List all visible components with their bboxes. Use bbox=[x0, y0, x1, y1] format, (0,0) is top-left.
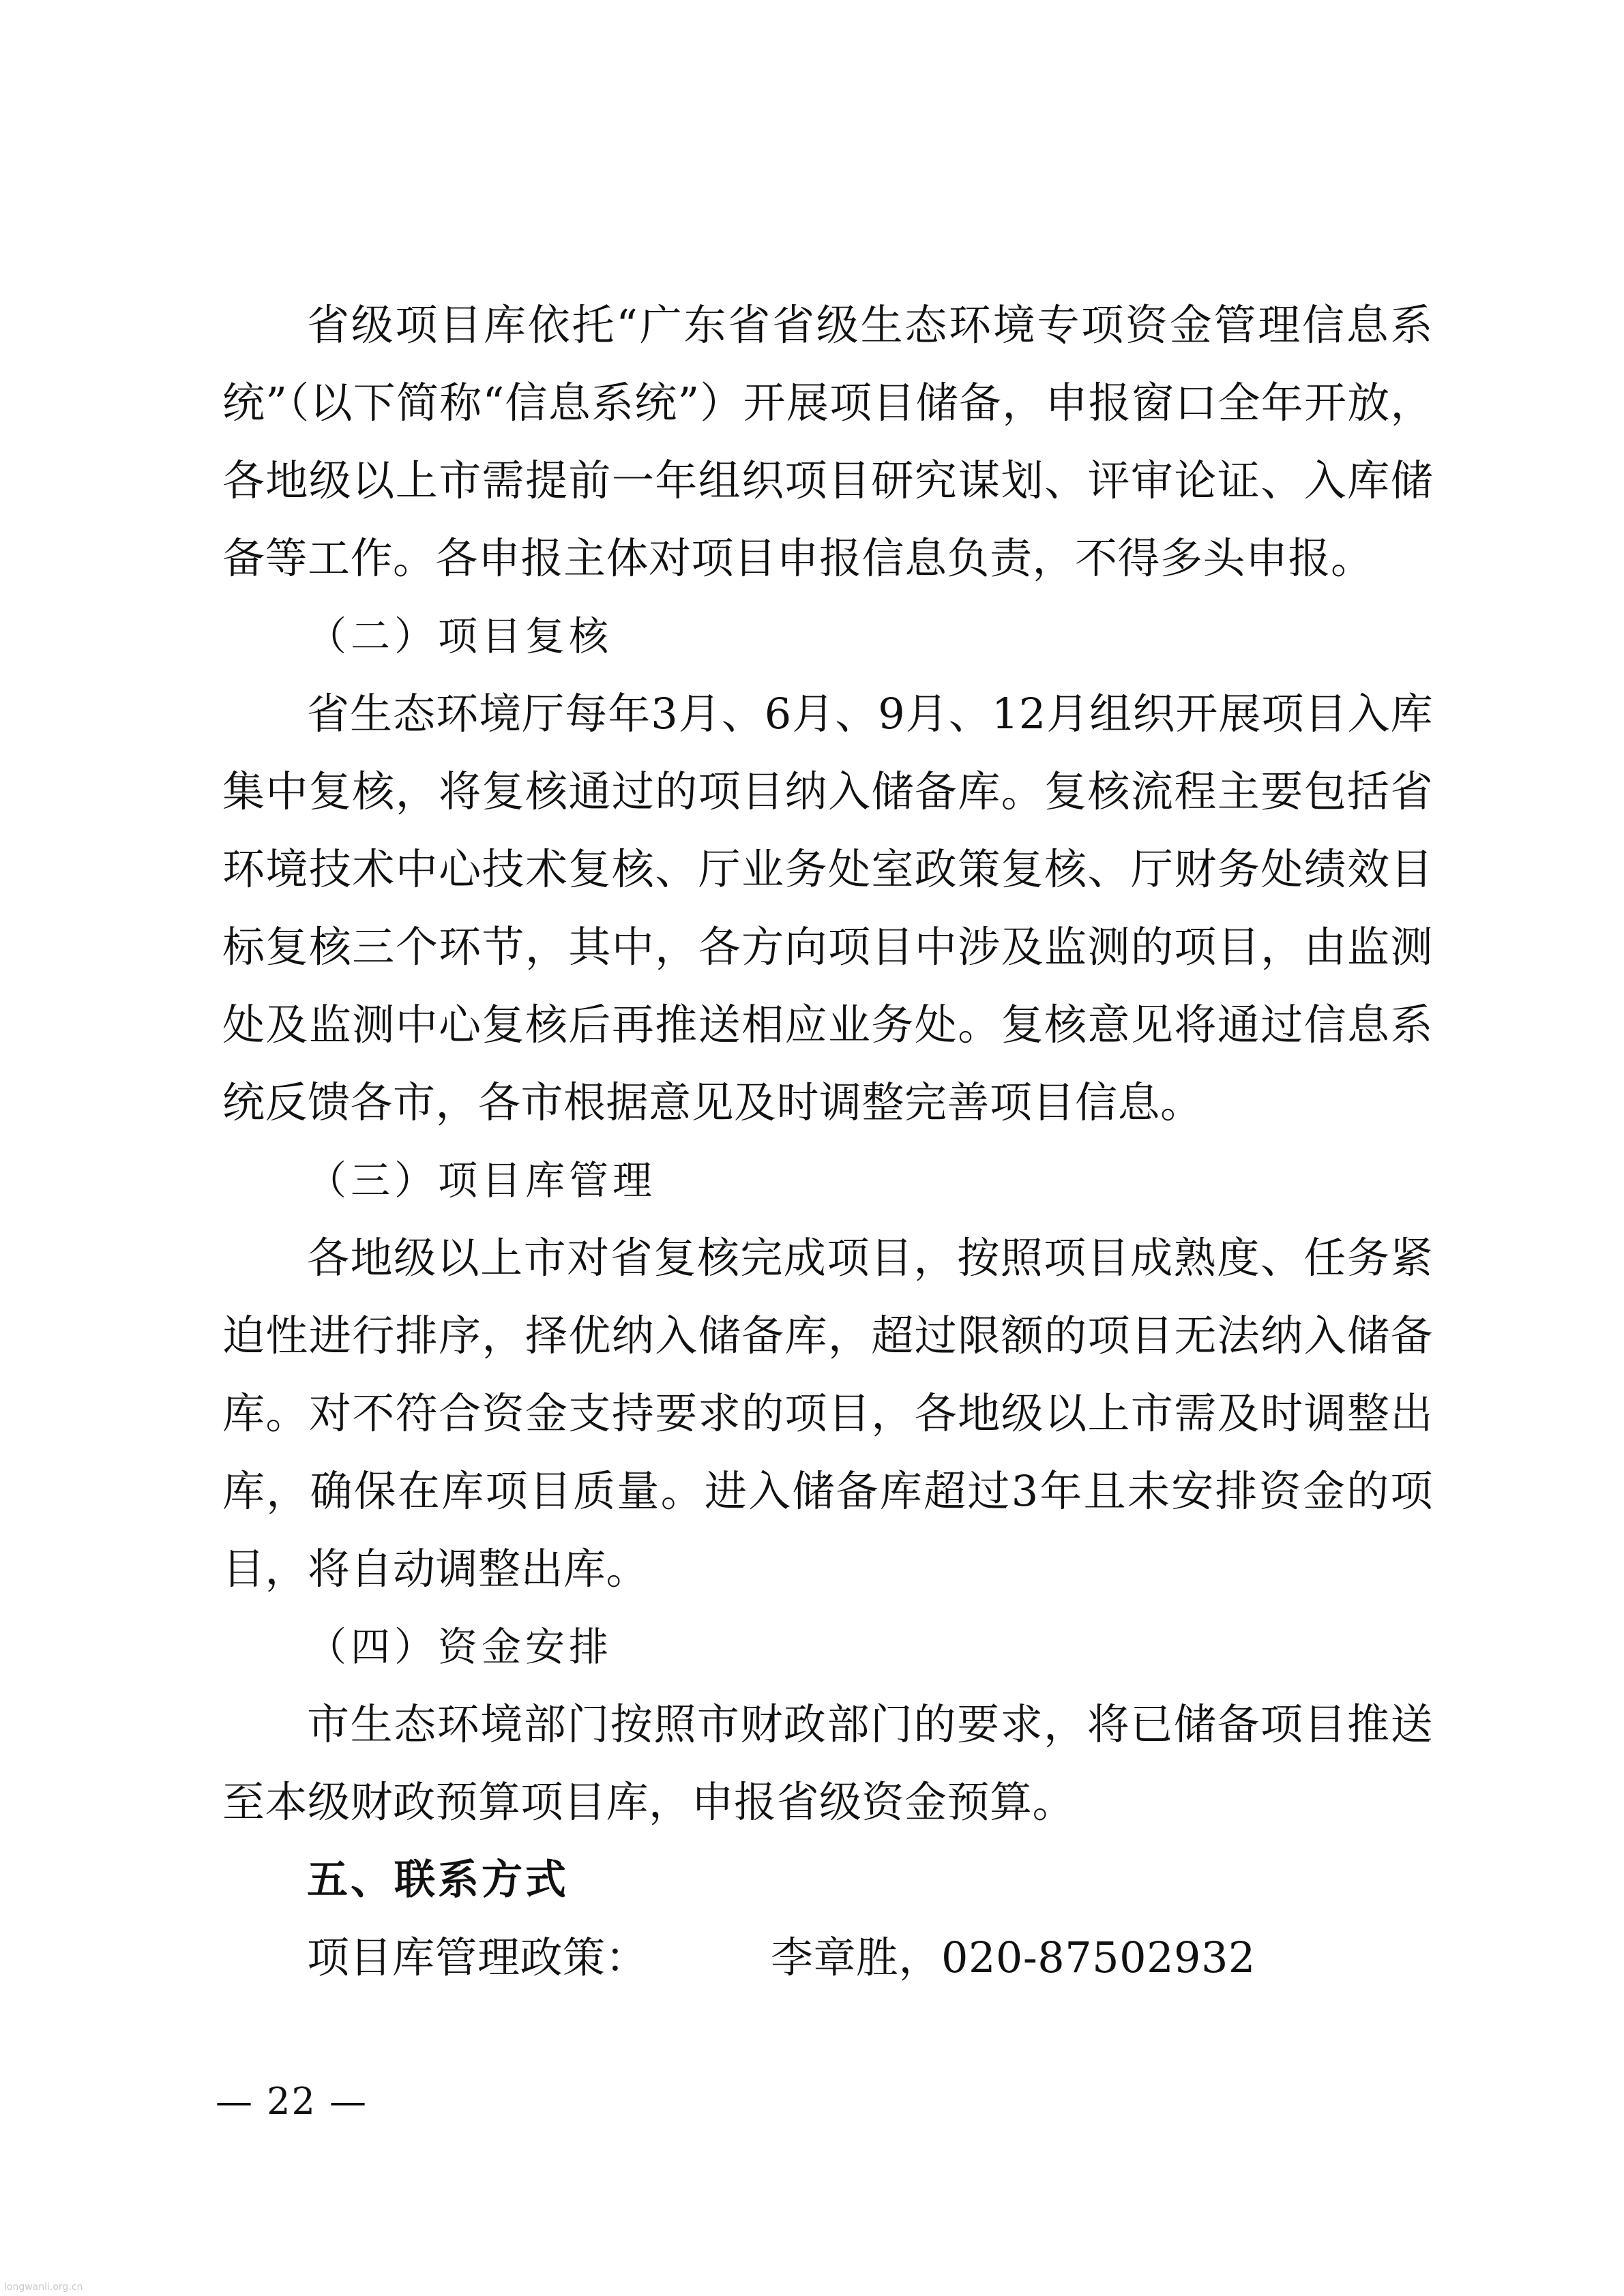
contact-value: 李章胜，020-87502932 bbox=[771, 1933, 1256, 1982]
paragraph-funding-arrangement: 市生态环境部门按照市财政部门的要求，将已储备项目推送至本级财政预算项目库，申报省级资金预算。 bbox=[222, 1699, 1433, 1827]
paragraph-library-management: 各地级以上市对省复核完成项目，按照项目成熟度、任务紧迫性进行排序，择优纳入储备库，超过限额的项目无法纳入储备库。对不符合资金支持要求的项目，各地级以上市需及时调整出库，确保在库项目质量。进入储备库超过3年且未安排资金的项目，将自动调整出库。 bbox=[222, 1233, 1433, 1594]
document-body bbox=[222, 286, 1433, 1997]
section-heading-contact: 五、联系方式 bbox=[307, 1856, 569, 1904]
page-number: — 22 — bbox=[216, 2080, 368, 2123]
contact-line bbox=[222, 1919, 1433, 1997]
section-heading-project-review: （二）项目复核 bbox=[307, 613, 613, 659]
contact-label: 项目库管理政策： bbox=[307, 1933, 649, 1982]
paragraph-project-review: 省生态环境厅每年3月、6月、9月、12月组织开展项目入库集中复核，将复核通过的项目纳入储备库。复核流程主要包括省环境技术中心技术复核、厅业务处室政策复核、厅财务处绩效目标复核三个环节，其中，各方向项目中涉及监测的项目，由监测处及监测中心复核后再推送相应业务处。复核意见将通过信息系统反馈各市，各市根据意见及时调整完善项目信息。 bbox=[222, 689, 1433, 1127]
section-heading-library-management: （三）项目库管理 bbox=[307, 1157, 657, 1204]
watermark-text: longwanli.org.cn bbox=[4, 2282, 83, 2293]
section-heading-funding-arrangement: （四）资金安排 bbox=[307, 1624, 613, 1670]
paragraph-project-storage: 省级项目库依托“广东省省级生态环境专项资金管理信息系统”（以下简称“信息系统”）开展项目储备，申报窗口全年开放，各地级以上市需提前一年组织项目研究谋划、评审论证、入库储备等工作。各申报主体对项目申报信息负责，不得多头申报。 bbox=[222, 300, 1433, 583]
